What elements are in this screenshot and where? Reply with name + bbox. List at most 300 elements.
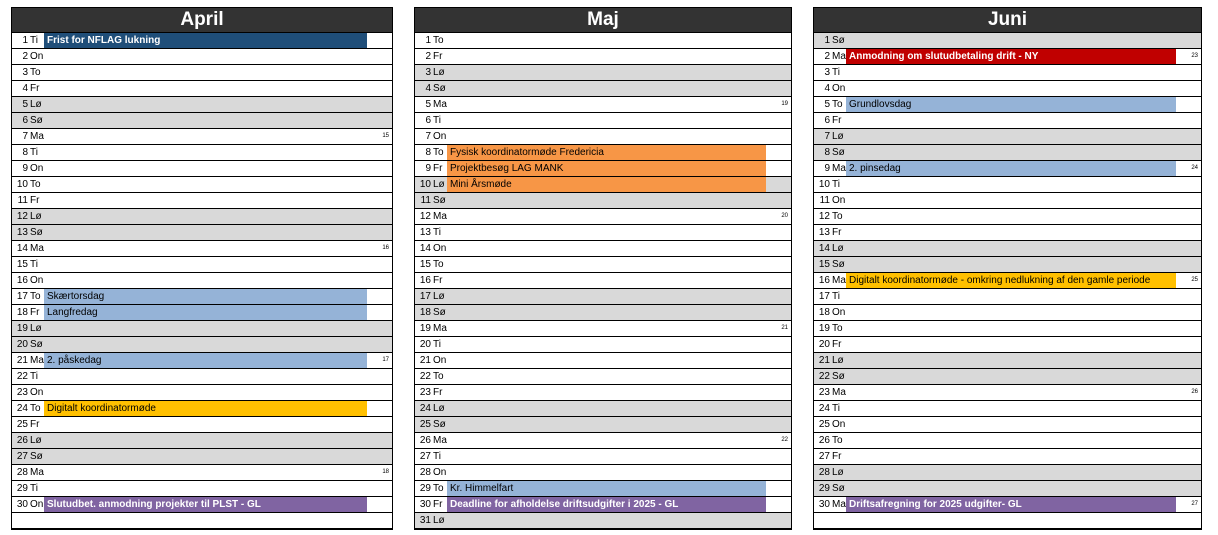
weekday: Ti [433, 227, 441, 238]
weekday: Fr [433, 387, 443, 398]
day-number: 14 [818, 243, 830, 254]
day-number: 8 [425, 147, 431, 158]
day-row [12, 257, 392, 273]
week-number: 26 [1191, 389, 1198, 395]
week-number: 19 [781, 101, 788, 107]
day-row [415, 353, 791, 369]
day-number: 21 [818, 355, 830, 366]
day-row [415, 81, 791, 97]
weekday: To [30, 179, 41, 190]
weekday: Sø [433, 83, 446, 94]
day-row [814, 337, 1201, 353]
day-row [814, 353, 1201, 369]
day-number: 16 [16, 275, 28, 286]
day-number: 8 [824, 147, 830, 158]
weekday: To [433, 35, 444, 46]
day-number: 27 [818, 451, 830, 462]
day-row [814, 161, 1201, 177]
day-row [814, 113, 1201, 129]
weekday: Lø [433, 291, 445, 302]
weekday: Fr [30, 83, 40, 94]
weekday: Ti [832, 67, 840, 78]
weekday: Sø [30, 115, 43, 126]
calendar-event[interactable]: Kr. Himmelfart [447, 481, 766, 496]
day-number: 26 [818, 435, 830, 446]
day-row [415, 193, 791, 209]
day-number: 15 [818, 259, 830, 270]
day-row [814, 321, 1201, 337]
weekday: Ma [30, 243, 44, 254]
day-number: 14 [16, 243, 28, 254]
day-row [814, 513, 1201, 529]
day-row [12, 161, 392, 177]
day-row [415, 113, 791, 129]
day-number: 26 [419, 435, 431, 446]
day-number: 25 [818, 419, 830, 430]
calendar-event[interactable]: Slutudbet. anmodning projekter til PLST - GL [44, 497, 367, 512]
weekday: Lø [30, 99, 42, 110]
weekday: To [433, 259, 444, 270]
day-number: 11 [17, 195, 28, 206]
day-row [12, 49, 392, 65]
day-number: 20 [16, 339, 28, 350]
day-row [12, 337, 392, 353]
day-row [415, 209, 791, 225]
weekday: Sø [30, 227, 43, 238]
weekday: Ti [30, 371, 38, 382]
day-number: 30 [419, 499, 431, 510]
day-number: 3 [425, 67, 431, 78]
day-number: 23 [818, 387, 830, 398]
weekday: Ti [832, 291, 840, 302]
weekday: On [433, 243, 447, 254]
day-row [12, 33, 392, 49]
day-number: 7 [22, 131, 28, 142]
day-row [12, 289, 392, 305]
weekday: To [433, 483, 444, 494]
day-row [814, 465, 1201, 481]
day-row [12, 177, 392, 193]
day-row [12, 113, 392, 129]
day-row [415, 497, 791, 513]
day-row [415, 385, 791, 401]
day-number: 30 [16, 499, 28, 510]
weekday: Ma [433, 99, 447, 110]
calendar-event[interactable]: Digitalt koordinatormøde [44, 401, 367, 416]
calendar-event[interactable]: Mini Årsmøde [447, 177, 766, 192]
day-number: 28 [818, 467, 830, 478]
day-number: 23 [419, 387, 431, 398]
day-row [415, 337, 791, 353]
day-number: 29 [818, 483, 830, 494]
weekday: Lø [832, 131, 844, 142]
week-number: 22 [781, 437, 788, 443]
weekday: Sø [832, 483, 845, 494]
weekday: On [832, 195, 846, 206]
weekday: Ma [30, 467, 44, 478]
weekday: On [832, 419, 846, 430]
weekday: To [433, 371, 444, 382]
weekday: Fr [832, 115, 842, 126]
week-number: 17 [382, 357, 389, 363]
day-row [415, 97, 791, 113]
weekday: Fr [433, 499, 443, 510]
weekday: On [433, 131, 447, 142]
weekday: On [30, 51, 44, 62]
day-row [814, 481, 1201, 497]
weekday: Sø [30, 451, 43, 462]
weekday: Lø [832, 355, 844, 366]
weekday: Fr [433, 163, 443, 174]
calendar-event[interactable]: Deadline for afholdelse driftsudgifter i 2025 - GL [447, 497, 766, 512]
day-number: 13 [818, 227, 830, 238]
day-row [415, 417, 791, 433]
day-row [12, 129, 392, 145]
day-number: 11 [420, 195, 431, 206]
calendar-event[interactable]: Driftsafregning for 2025 udgifter- GL [846, 497, 1176, 512]
day-number: 4 [22, 83, 28, 94]
day-number: 2 [425, 51, 431, 62]
weekday: Lø [832, 467, 844, 478]
week-number: 18 [382, 469, 389, 475]
day-row [814, 289, 1201, 305]
day-number: 10 [419, 179, 431, 190]
weekday: On [832, 307, 846, 318]
day-number: 26 [16, 435, 28, 446]
day-row [415, 257, 791, 273]
weekday: To [30, 67, 41, 78]
day-row [12, 241, 392, 257]
weekday: Ma [832, 275, 846, 286]
weekday: Fr [433, 51, 443, 62]
day-number: 18 [818, 307, 830, 318]
day-row [814, 33, 1201, 49]
day-row [814, 273, 1201, 289]
weekday: Ma [30, 355, 44, 366]
weekday: On [433, 355, 447, 366]
day-number: 17 [419, 291, 431, 302]
day-row [415, 465, 791, 481]
calendar-event[interactable]: Digitalt koordinatormøde - omkring nedlukning af den gamle periode [846, 273, 1176, 288]
day-row [12, 369, 392, 385]
day-number: 17 [818, 291, 830, 302]
day-number: 3 [824, 67, 830, 78]
weekday: Ma [832, 387, 846, 398]
day-row [814, 177, 1201, 193]
day-number: 2 [824, 51, 830, 62]
day-row [415, 449, 791, 465]
day-number: 16 [419, 275, 431, 286]
day-number: 30 [818, 499, 830, 510]
day-list [415, 33, 791, 529]
day-number: 4 [425, 83, 431, 94]
day-row [12, 225, 392, 241]
day-number: 14 [419, 243, 431, 254]
month-title: Juni [814, 8, 1201, 33]
day-list [814, 33, 1201, 529]
weekday: To [832, 323, 843, 334]
month-juni [813, 7, 1202, 530]
day-number: 22 [818, 371, 830, 382]
day-row [12, 513, 392, 529]
weekday: Ti [832, 403, 840, 414]
weekday: Sø [832, 371, 845, 382]
day-row [12, 465, 392, 481]
day-number: 20 [818, 339, 830, 350]
day-number: 6 [425, 115, 431, 126]
day-number: 9 [425, 163, 431, 174]
day-number: 10 [818, 179, 830, 190]
week-number: 23 [1191, 53, 1198, 59]
calendar-event[interactable]: Projektbesøg LAG MANK [447, 161, 766, 176]
weekday: Ti [433, 451, 441, 462]
day-row [12, 65, 392, 81]
calendar-event[interactable]: Grundlovsdag [846, 97, 1176, 112]
day-number: 10 [16, 179, 28, 190]
weekday: Ma [433, 323, 447, 334]
weekday: Fr [433, 275, 443, 286]
day-number: 5 [824, 99, 830, 110]
weekday: Ma [832, 51, 846, 62]
weekday: Fr [832, 227, 842, 238]
day-number: 13 [419, 227, 431, 238]
day-number: 12 [818, 211, 830, 222]
day-row [415, 401, 791, 417]
weekday: Lø [30, 435, 42, 446]
day-row [415, 161, 791, 177]
weekday: Fr [30, 419, 40, 430]
weekday: Lø [433, 403, 445, 414]
week-number: 21 [781, 325, 788, 331]
day-row [12, 449, 392, 465]
day-row [12, 433, 392, 449]
week-number: 24 [1191, 165, 1198, 171]
day-row [415, 433, 791, 449]
day-row [12, 209, 392, 225]
day-row [814, 241, 1201, 257]
day-row [12, 385, 392, 401]
weekday: On [30, 275, 44, 286]
day-number: 19 [16, 323, 28, 334]
week-number: 27 [1191, 501, 1198, 507]
day-number: 1 [425, 35, 431, 46]
day-number: 28 [419, 467, 431, 478]
day-number: 6 [824, 115, 830, 126]
day-row [814, 305, 1201, 321]
day-row [12, 417, 392, 433]
day-row [415, 33, 791, 49]
day-row [12, 305, 392, 321]
day-row [415, 513, 791, 529]
day-number: 20 [419, 339, 431, 350]
day-number: 9 [22, 163, 28, 174]
weekday: Lø [30, 323, 42, 334]
day-row [814, 369, 1201, 385]
day-number: 29 [16, 483, 28, 494]
weekday: Ti [30, 483, 38, 494]
day-row [12, 97, 392, 113]
day-row [415, 225, 791, 241]
calendar-event[interactable]: 2. påskedag [44, 353, 367, 368]
day-row [814, 417, 1201, 433]
day-number: 24 [818, 403, 830, 414]
day-row [814, 193, 1201, 209]
weekday: On [832, 83, 846, 94]
day-number: 21 [419, 355, 431, 366]
day-row [12, 481, 392, 497]
day-row [12, 353, 392, 369]
day-number: 19 [419, 323, 431, 334]
weekday: Ti [433, 339, 441, 350]
day-row [415, 321, 791, 337]
day-row [415, 481, 791, 497]
weekday: Sø [433, 419, 446, 430]
day-number: 24 [16, 403, 28, 414]
weekday: To [832, 211, 843, 222]
day-row [814, 81, 1201, 97]
day-number: 17 [16, 291, 28, 302]
day-number: 21 [16, 355, 28, 366]
weekday: Fr [30, 307, 40, 318]
weekday: To [433, 147, 444, 158]
day-number: 15 [419, 259, 431, 270]
day-row [12, 145, 392, 161]
day-row [415, 305, 791, 321]
month-maj [414, 7, 792, 530]
weekday: Lø [433, 515, 445, 526]
weekday: To [832, 99, 843, 110]
day-number: 24 [419, 403, 431, 414]
calendar-event[interactable]: Frist for NFLAG lukning [44, 33, 367, 48]
weekday: On [30, 163, 44, 174]
day-row [12, 321, 392, 337]
day-row [12, 81, 392, 97]
day-number: 27 [16, 451, 28, 462]
weekday: Lø [30, 211, 42, 222]
day-row [415, 369, 791, 385]
weekday: To [832, 435, 843, 446]
day-row [12, 193, 392, 209]
weekday: Sø [832, 35, 845, 46]
day-number: 3 [22, 67, 28, 78]
day-row [814, 129, 1201, 145]
day-number: 13 [16, 227, 28, 238]
week-number: 25 [1191, 277, 1198, 283]
day-row [814, 497, 1201, 513]
day-number: 5 [425, 99, 431, 110]
calendar-event[interactable]: Langfredag [44, 305, 367, 320]
day-number: 25 [419, 419, 431, 430]
day-number: 15 [16, 259, 28, 270]
day-number: 7 [824, 131, 830, 142]
weekday: On [30, 387, 44, 398]
weekday: Ma [832, 163, 846, 174]
day-number: 28 [16, 467, 28, 478]
day-row [814, 209, 1201, 225]
day-number: 8 [22, 147, 28, 158]
weekday: Sø [832, 259, 845, 270]
day-row [814, 433, 1201, 449]
weekday: Sø [433, 307, 446, 318]
day-number: 9 [824, 163, 830, 174]
day-row [12, 497, 392, 513]
weekday: Lø [832, 243, 844, 254]
month-title: Maj [415, 8, 791, 33]
day-number: 4 [824, 83, 830, 94]
weekday: Ti [30, 147, 38, 158]
day-number: 2 [22, 51, 28, 62]
day-row [415, 289, 791, 305]
day-row [814, 449, 1201, 465]
week-number: 20 [781, 213, 788, 219]
day-row [12, 401, 392, 417]
day-row [12, 273, 392, 289]
weekday: To [30, 403, 41, 414]
day-number: 12 [419, 211, 431, 222]
day-row [415, 65, 791, 81]
weekday: Ti [832, 179, 840, 190]
month-april [11, 7, 393, 530]
day-row [814, 401, 1201, 417]
calendar-event[interactable]: Skærtorsdag [44, 289, 367, 304]
weekday: On [30, 499, 44, 510]
weekday: Fr [832, 339, 842, 350]
calendar-event[interactable]: 2. pinsedag [846, 161, 1176, 176]
day-number: 11 [819, 195, 830, 206]
week-number: 15 [382, 133, 389, 139]
day-number: 16 [818, 275, 830, 286]
calendar-event[interactable]: Anmodning om slutudbetaling drift - NY [846, 49, 1176, 64]
weekday: Ti [433, 115, 441, 126]
weekday: To [30, 291, 41, 302]
day-row [814, 65, 1201, 81]
week-number: 16 [382, 245, 389, 251]
day-row [415, 49, 791, 65]
day-number: 5 [22, 99, 28, 110]
day-number: 18 [419, 307, 431, 318]
day-row [415, 273, 791, 289]
day-row [814, 257, 1201, 273]
day-number: 1 [824, 35, 830, 46]
day-number: 19 [818, 323, 830, 334]
weekday: Ma [30, 131, 44, 142]
day-number: 29 [419, 483, 431, 494]
weekday: Ti [30, 259, 38, 270]
day-row [814, 225, 1201, 241]
weekday: Sø [433, 195, 446, 206]
weekday: Ma [433, 211, 447, 222]
day-number: 7 [425, 131, 431, 142]
day-number: 31 [419, 515, 431, 526]
day-row [415, 129, 791, 145]
day-number: 12 [16, 211, 28, 222]
day-row [814, 385, 1201, 401]
day-number: 18 [16, 307, 28, 318]
calendar-event[interactable]: Fysisk koordinatormøde Fredericia [447, 145, 766, 160]
day-number: 22 [16, 371, 28, 382]
day-number: 1 [22, 35, 28, 46]
weekday: Lø [433, 67, 445, 78]
weekday: Ma [832, 499, 846, 510]
weekday: On [433, 467, 447, 478]
day-row [814, 97, 1201, 113]
day-number: 6 [22, 115, 28, 126]
month-title: April [12, 8, 392, 33]
day-row [415, 241, 791, 257]
weekday: Sø [832, 147, 845, 158]
weekday: Sø [30, 339, 43, 350]
day-row [814, 49, 1201, 65]
